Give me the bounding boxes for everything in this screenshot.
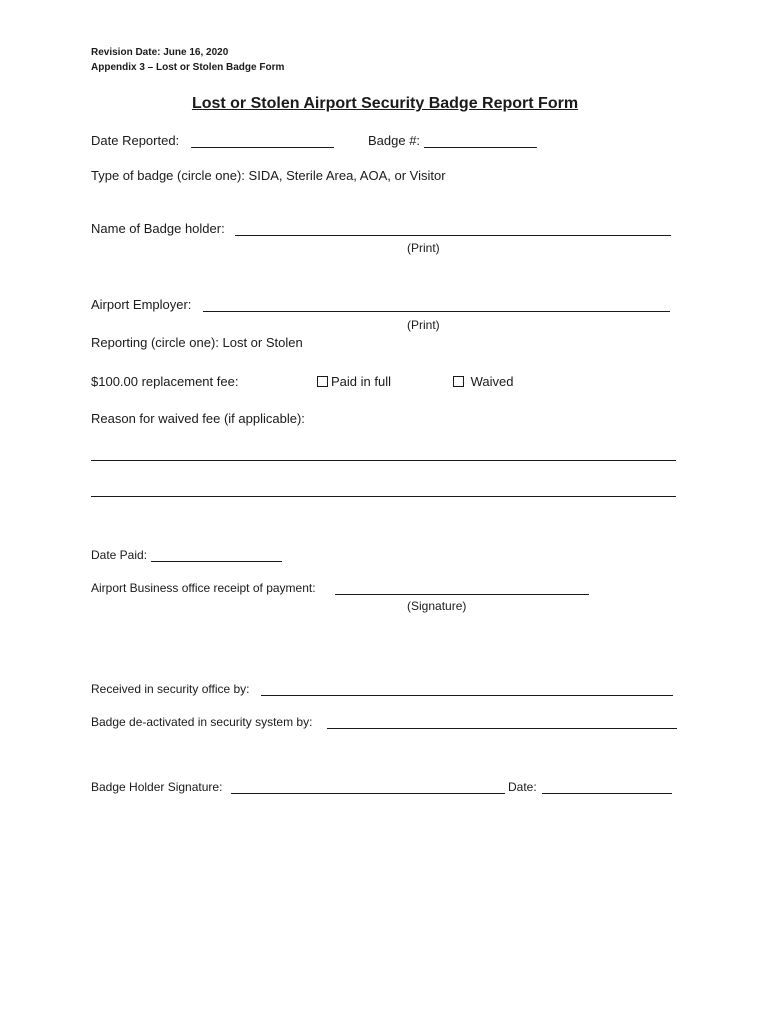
employer-label: Airport Employer: (91, 297, 192, 312)
employer-print-hint: (Print) (407, 318, 440, 332)
replacement-fee-label: $100.00 replacement fee: (91, 374, 239, 389)
revision-date: Revision Date: June 16, 2020 (91, 47, 229, 58)
received-by-field[interactable] (261, 695, 673, 696)
appendix-label: Appendix 3 – Lost or Stolen Badge Form (91, 62, 285, 73)
badge-type-text: Type of badge (circle one): SIDA, Sterile Area, AOA, or Visitor (91, 168, 446, 183)
receipt-signature-hint: (Signature) (407, 599, 467, 613)
paid-in-full-checkbox[interactable] (317, 376, 328, 387)
paid-in-full-label: Paid in full (331, 374, 391, 389)
date-paid-label: Date Paid: (91, 548, 148, 562)
paid-in-full-option[interactable] (317, 374, 391, 389)
badge-number-label: Badge #: (368, 133, 421, 148)
badge-holder-label: Name of Badge holder: (91, 221, 225, 236)
employer-field[interactable] (203, 311, 670, 312)
receipt-label: Airport Business office receipt of payment: (91, 581, 316, 595)
badge-holder-field[interactable] (235, 235, 671, 236)
holder-signature-label: Badge Holder Signature: (91, 780, 223, 794)
signature-date-label: Date: (508, 780, 537, 794)
waived-label: Waived (470, 374, 514, 389)
reason-line-2[interactable] (91, 496, 676, 497)
received-by-label: Received in security office by: (91, 682, 250, 696)
date-paid-field[interactable] (151, 561, 282, 562)
holder-signature-field[interactable] (231, 793, 505, 794)
deactivated-by-label: Badge de-activated in security system by: (91, 715, 313, 729)
reporting-text: Reporting (circle one): Lost or Stolen (91, 335, 303, 350)
signature-date-field[interactable] (542, 793, 672, 794)
badge-number-field[interactable] (424, 147, 537, 148)
date-reported-field[interactable] (191, 147, 334, 148)
form-title: Lost or Stolen Airport Security Badge Report Form (191, 95, 579, 112)
deactivated-by-field[interactable] (327, 728, 677, 729)
date-reported-label: Date Reported: (91, 133, 180, 148)
waived-option[interactable] (453, 374, 514, 389)
reason-line-1[interactable] (91, 460, 676, 461)
waived-checkbox[interactable] (453, 376, 464, 387)
badge-holder-print-hint: (Print) (407, 241, 440, 255)
reason-label: Reason for waived fee (if applicable): (91, 411, 305, 426)
receipt-field[interactable] (335, 594, 589, 595)
